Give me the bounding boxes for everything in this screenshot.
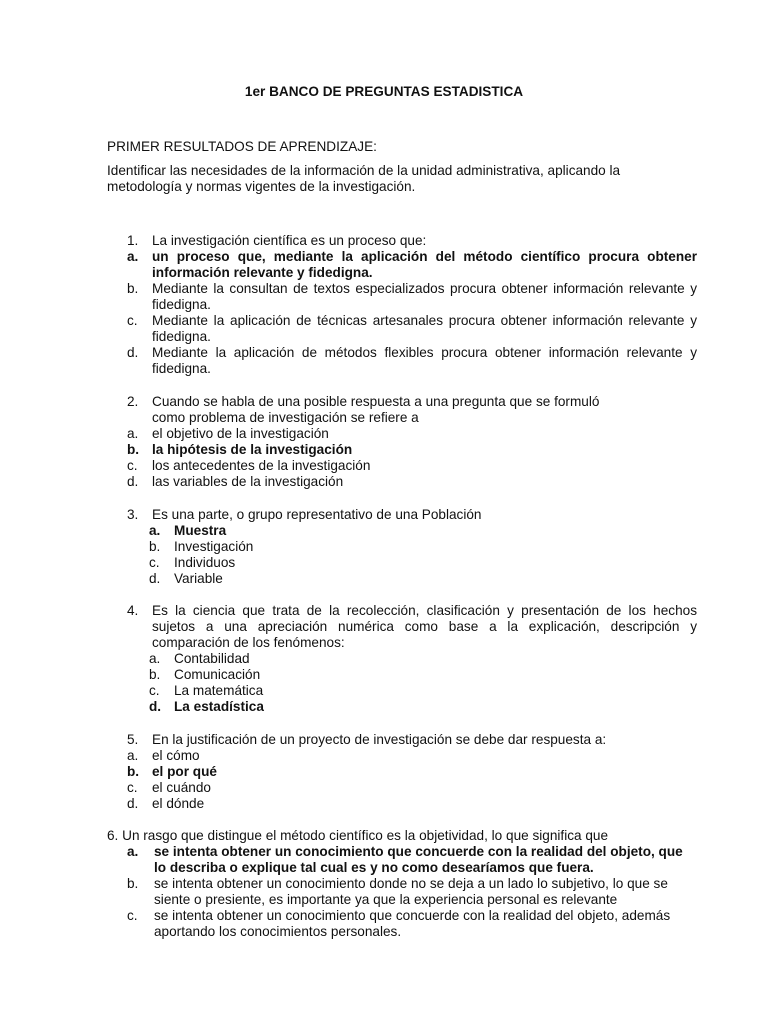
answer-option [127, 458, 697, 474]
answer-letter: d. [127, 345, 139, 360]
question-1 [127, 233, 697, 377]
answer-text: el cuándo [152, 780, 211, 795]
question-number: 3. [127, 507, 139, 522]
answer-letter: c. [127, 313, 138, 328]
question-stem [127, 507, 697, 523]
answer-option [127, 780, 697, 796]
answer-text: las variables de la investigación [152, 474, 344, 489]
question-number: 2. [127, 394, 139, 409]
question-number: 5. [127, 732, 139, 747]
answer-option-correct [127, 764, 697, 780]
answer-letter: d. [149, 699, 162, 714]
answer-text: los antecedentes de la investigación [152, 458, 371, 473]
answer-letter: b. [149, 667, 161, 682]
answer-text: Muestra [174, 523, 227, 538]
learning-outcome-text: Identificar las necesidades de la información de la unidad administrativa, aplicando la metodología y normas vigentes de la investigación. [107, 163, 621, 194]
answer-text: el cómo [152, 748, 200, 763]
answer-letter: a. [149, 651, 161, 666]
answer-option [127, 539, 697, 555]
question-text: En la justificación de un proyecto de investigación se debe dar respuesta a: [152, 732, 607, 747]
question-text: Cuando se habla de una posible respuesta a una pregunta que se formuló como problema de investigación se refiere a [152, 394, 600, 425]
answer-letter: c. [149, 683, 160, 698]
answer-option [127, 571, 697, 587]
answer-text: la hipótesis de la investigación [152, 442, 353, 457]
answer-letter: d. [127, 796, 139, 811]
question-2 [127, 394, 697, 490]
answer-letter: b. [127, 764, 140, 779]
answer-letter: b. [127, 442, 140, 457]
answer-letter: c. [127, 780, 138, 795]
section-heading: PRIMER RESULTADOS DE APRENDIZAJE: [107, 139, 377, 154]
answer-text: Individuos [174, 555, 236, 570]
answer-letter: c. [149, 555, 160, 570]
answer-option-correct [107, 844, 697, 876]
answer-text: Variable [174, 571, 223, 586]
question-6 [107, 828, 697, 940]
answer-option-correct [127, 699, 697, 715]
answer-letter: a. [127, 844, 139, 859]
answer-option [127, 748, 697, 764]
answer-option [127, 426, 697, 442]
question-text: Es una parte, o grupo representativo de una Población [152, 507, 482, 522]
question-stem [127, 732, 697, 748]
question-3 [127, 507, 697, 587]
answer-text: un proceso que, mediante la aplicación del método científico procura obtener información relevante y fidedigna. [152, 249, 697, 280]
question-text: Es la ciencia que trata de la recolección, clasificación y presentación de los hechos sujetos a una apreciación numérica como base a la explicación, descripción y comparación de los fenómenos: [152, 603, 697, 650]
answer-text: La matemática [174, 683, 264, 698]
answer-letter: c. [127, 908, 138, 923]
answer-option [107, 908, 697, 940]
answer-text: se intenta obtener un conocimiento donde no se deja a un lado lo subjetivo, lo que se siente o presiente, es importante ya que la experiencia personal es relevante [154, 876, 668, 907]
question-4 [127, 603, 697, 715]
answer-option [127, 667, 697, 683]
answer-option [127, 683, 697, 699]
answer-letter: b. [127, 281, 139, 296]
document-title: 1er BANCO DE PREGUNTAS ESTADISTICA [244, 84, 524, 99]
answer-text: se intenta obtener un conocimiento que concuerde con la realidad del objeto, que lo describa o explique tal cual es y no como desearíamos que fuera. [154, 844, 683, 875]
answer-option-correct [127, 442, 697, 458]
answer-letter: b. [127, 876, 139, 891]
answer-letter: d. [127, 474, 139, 489]
question-text: Un rasgo que distingue el método científico es la objetividad, lo que significa que [122, 828, 609, 843]
answer-text: Mediante la consultan de textos especializados procura obtener información relevante y fidedigna. [152, 281, 697, 312]
answer-text: Mediante la aplicación de métodos flexibles procura obtener información relevante y fidedigna. [152, 345, 697, 376]
question-number: 6. [107, 828, 119, 843]
answer-option [127, 796, 697, 812]
answer-option [127, 345, 697, 377]
answer-letter: a. [149, 523, 161, 538]
answer-text: se intenta obtener un conocimiento que concuerde con la realidad del objeto, además aportando los conocimientos personales. [154, 908, 671, 939]
question-stem [127, 603, 697, 651]
question-number: 4. [127, 603, 139, 618]
answer-option [107, 876, 697, 908]
answer-option [127, 651, 697, 667]
answer-option-correct [127, 249, 697, 281]
answer-option [127, 474, 697, 490]
answer-text: La estadística [174, 699, 264, 714]
answer-text: Comunicación [174, 667, 261, 682]
answer-letter: a. [127, 426, 139, 441]
answer-text: el objetivo de la investigación [152, 426, 329, 441]
question-stem [107, 828, 697, 844]
answer-letter: c. [127, 458, 138, 473]
question-stem [127, 233, 697, 249]
question-5 [127, 732, 697, 812]
answer-letter: a. [127, 748, 139, 763]
answer-option [127, 313, 697, 345]
answer-text: el dónde [152, 796, 205, 811]
question-stem [127, 394, 697, 426]
answer-text: Contabilidad [174, 651, 250, 666]
answer-text: el por qué [152, 764, 217, 779]
answer-option [127, 281, 697, 313]
answer-text: Investigación [174, 539, 254, 554]
answer-letter: a. [127, 249, 139, 264]
question-number: 1. [127, 233, 139, 248]
answer-option-correct [127, 523, 697, 539]
answer-text: Mediante la aplicación de técnicas artesanales procura obtener información relevante y fidedigna. [152, 313, 697, 344]
answer-letter: b. [149, 539, 161, 554]
question-text: La investigación científica es un proceso que: [152, 233, 427, 248]
answer-letter: d. [149, 571, 161, 586]
answer-option [127, 555, 697, 571]
